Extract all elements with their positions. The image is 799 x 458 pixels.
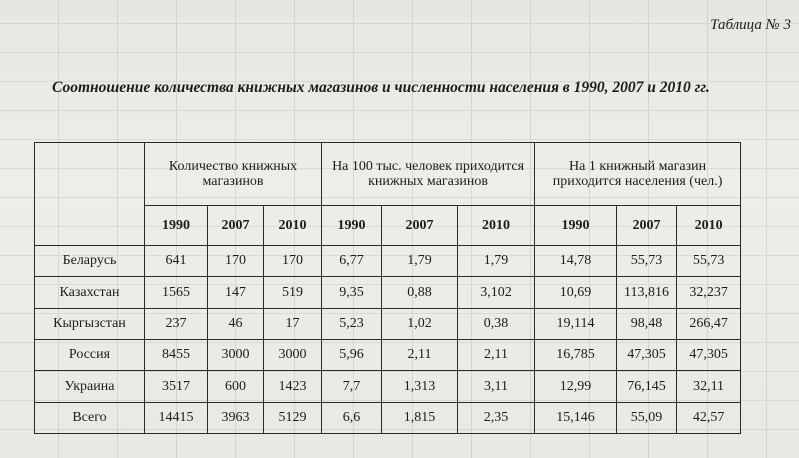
group-header-row bbox=[35, 143, 741, 206]
value-cell: 42,57 bbox=[677, 402, 741, 433]
value-cell: 1,02 bbox=[382, 308, 458, 339]
value-cell: 14415 bbox=[145, 402, 208, 433]
value-cell: 170 bbox=[208, 246, 264, 277]
value-cell: 47,305 bbox=[677, 340, 741, 371]
value-cell: 10,69 bbox=[535, 277, 617, 308]
value-cell: 3000 bbox=[264, 340, 322, 371]
value-cell: 3963 bbox=[208, 402, 264, 433]
country-cell: Беларусь bbox=[35, 246, 145, 277]
value-cell: 46 bbox=[208, 308, 264, 339]
country-cell: Кыргызстан bbox=[35, 308, 145, 339]
country-cell: Казахстан bbox=[35, 277, 145, 308]
group-header-per-store: На 1 книжный магазин приходится населения (чел.) bbox=[535, 143, 741, 206]
year-header: 2007 bbox=[208, 205, 264, 246]
value-cell: 1,79 bbox=[382, 246, 458, 277]
value-cell: 6,6 bbox=[322, 402, 382, 433]
value-cell: 147 bbox=[208, 277, 264, 308]
value-cell: 5129 bbox=[264, 402, 322, 433]
value-cell: 3,102 bbox=[458, 277, 535, 308]
value-cell: 1423 bbox=[264, 371, 322, 402]
group-header-per-100k: На 100 тыс. человек приходится книжных магазинов bbox=[322, 143, 535, 206]
table-row bbox=[35, 308, 741, 339]
country-cell: Всего bbox=[35, 402, 145, 433]
value-cell: 7,7 bbox=[322, 371, 382, 402]
value-cell: 266,47 bbox=[677, 308, 741, 339]
table-row bbox=[35, 402, 741, 433]
value-cell: 600 bbox=[208, 371, 264, 402]
year-header: 1990 bbox=[322, 205, 382, 246]
year-header: 2010 bbox=[677, 205, 741, 246]
table-number: Таблица № 3 bbox=[710, 17, 791, 33]
value-cell: 1,815 bbox=[382, 402, 458, 433]
value-cell: 3000 bbox=[208, 340, 264, 371]
value-cell: 113,816 bbox=[617, 277, 677, 308]
value-cell: 1565 bbox=[145, 277, 208, 308]
corner-cell bbox=[35, 143, 145, 246]
value-cell: 5,96 bbox=[322, 340, 382, 371]
value-cell: 19,114 bbox=[535, 308, 617, 339]
table-row bbox=[35, 340, 741, 371]
value-cell: 55,73 bbox=[617, 246, 677, 277]
year-header: 1990 bbox=[145, 205, 208, 246]
value-cell: 76,145 bbox=[617, 371, 677, 402]
value-cell: 12,99 bbox=[535, 371, 617, 402]
country-cell: Украина bbox=[35, 371, 145, 402]
table-caption: Соотношение количества книжных магазинов и численности населения в 1990, 2007 и 2010 гг. bbox=[52, 79, 710, 96]
year-header: 1990 bbox=[535, 205, 617, 246]
value-cell: 15,146 bbox=[535, 402, 617, 433]
value-cell: 0,38 bbox=[458, 308, 535, 339]
value-cell: 47,305 bbox=[617, 340, 677, 371]
table-row bbox=[35, 371, 741, 402]
value-cell: 1,313 bbox=[382, 371, 458, 402]
value-cell: 32,11 bbox=[677, 371, 741, 402]
value-cell: 641 bbox=[145, 246, 208, 277]
value-cell: 55,09 bbox=[617, 402, 677, 433]
value-cell: 519 bbox=[264, 277, 322, 308]
value-cell: 55,73 bbox=[677, 246, 741, 277]
value-cell: 0,88 bbox=[382, 277, 458, 308]
year-header: 2010 bbox=[264, 205, 322, 246]
year-header: 2007 bbox=[617, 205, 677, 246]
group-header-stores: Количество книжных магазинов bbox=[145, 143, 322, 206]
value-cell: 1,79 bbox=[458, 246, 535, 277]
year-header: 2010 bbox=[458, 205, 535, 246]
value-cell: 32,237 bbox=[677, 277, 741, 308]
value-cell: 3517 bbox=[145, 371, 208, 402]
value-cell: 170 bbox=[264, 246, 322, 277]
value-cell: 98,48 bbox=[617, 308, 677, 339]
table-row bbox=[35, 246, 741, 277]
value-cell: 14,78 bbox=[535, 246, 617, 277]
value-cell: 6,77 bbox=[322, 246, 382, 277]
value-cell: 3,11 bbox=[458, 371, 535, 402]
value-cell: 5,23 bbox=[322, 308, 382, 339]
value-cell: 2,11 bbox=[458, 340, 535, 371]
value-cell: 237 bbox=[145, 308, 208, 339]
table-body bbox=[35, 246, 741, 434]
value-cell: 8455 bbox=[145, 340, 208, 371]
value-cell: 9,35 bbox=[322, 277, 382, 308]
table-row bbox=[35, 277, 741, 308]
value-cell: 17 bbox=[264, 308, 322, 339]
value-cell: 2,11 bbox=[382, 340, 458, 371]
value-cell: 2,35 bbox=[458, 402, 535, 433]
value-cell: 16,785 bbox=[535, 340, 617, 371]
bookstore-table bbox=[34, 142, 741, 434]
year-header: 2007 bbox=[382, 205, 458, 246]
country-cell: Россия bbox=[35, 340, 145, 371]
